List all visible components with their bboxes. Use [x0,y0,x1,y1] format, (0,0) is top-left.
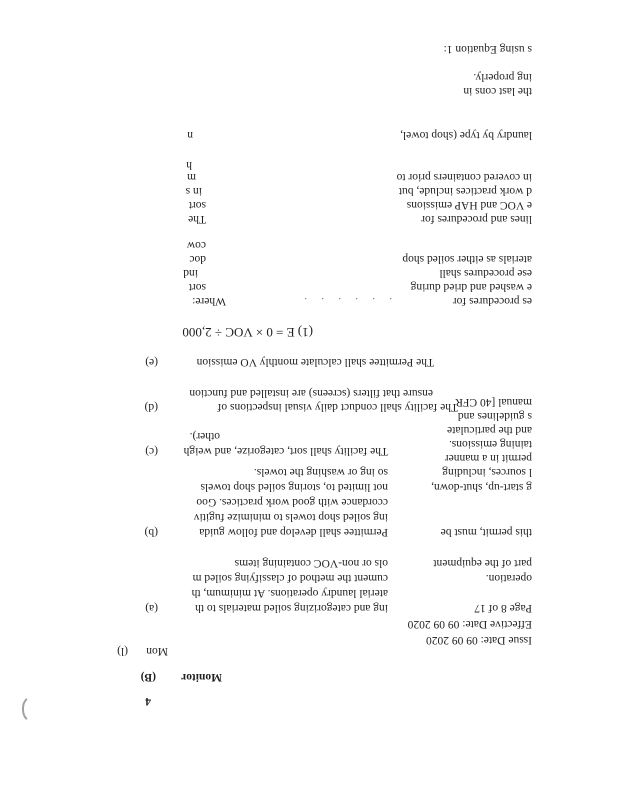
fragment-mon: Mon [146,645,168,657]
text-line: not limited to, storing soiled shop towels [200,481,388,493]
text-line: The facility shall conduct daily visual inspections of [217,401,458,413]
text-line: part of the equipment [433,557,532,569]
text-line: e washed and dried during [410,281,532,293]
text-fragment: cow [186,239,206,251]
text-line: ccordance with good work practices. Goo [196,496,388,508]
text-line: this permit, must be [440,526,532,538]
text-line: The facility shall sort, categorize, and weigh [183,445,388,457]
text-line: Permittee shall develop and follow guida [199,526,388,538]
text-line: cument the method of classifying soiled m [192,572,388,584]
text-fragment: sort [188,199,206,211]
text-line: g start-up, shut-down, [431,481,532,493]
text-line: in covered containers prior to [396,171,532,183]
page-number: Page 8 of 17 [474,602,532,614]
page-fragment-4: 4 [145,695,151,707]
dotted-leader: . . . . . . [298,295,392,306]
text-fragment: h [186,159,192,171]
effective-date: Effective Date: 09 09 2020 [407,618,532,630]
text-line: s using Equation 1: [443,43,532,55]
item-label-a: (a) [145,602,158,614]
text-line: permit in a manner [444,452,532,464]
text-line: lines and procedures for [421,213,532,225]
item-label-c: (c) [145,445,158,457]
item-label-e: (e) [145,356,158,368]
issue-date: Issue Date: 09 09 2020 [425,634,532,646]
text-line: ing and categorizing soiled materials to th [195,602,388,614]
text-fragment: in s [185,185,202,197]
text-fragment: n [187,129,193,141]
text-line: other). [189,430,220,442]
heading-monitor: Monitor [181,671,222,683]
text-line: e VOC and HAP emissions [406,199,532,211]
item-label-d: (d) [144,401,158,413]
item-label-b: (b) [144,526,158,538]
text-line: ols or non-VOC containing items [234,557,388,569]
text-fragment: m [187,171,196,183]
text-line: The Permittee shall calculate monthly VO emission [196,356,434,368]
item-label-l: (l) [117,645,128,657]
text-line: l sources, including [442,466,532,478]
text-line: ensure that filters (screens) are installed and function [189,387,433,399]
text-line: aterials as either soiled shop [402,253,532,265]
text-line: so ing or washing the towels. [253,466,388,478]
staple-mark [22,694,44,724]
text-line: ese procedures shall [439,267,532,279]
text-line: s guidelines and [457,410,532,422]
text-line: and the particulate [447,424,532,436]
text-fragment: sort [188,281,206,293]
text-line: laundry by type (shop towel, [400,129,532,141]
section-label-b: (B) [140,671,156,683]
text-line: operation. [485,572,532,584]
equation-1: (1) E = 0 × VOC ÷ 2,000 [182,325,313,340]
text-line: aterial laundry operations. At minimum, th [191,587,388,599]
text-line: d work practices include, but [398,185,532,197]
text-line: manual [40 CFR [455,396,532,408]
text-line: the last cons in [463,85,532,97]
text-fragment: ind [183,267,198,279]
text-line: ing properly. [473,71,532,83]
text-line: taining emissions. [448,438,532,450]
where-label: Where: [192,295,226,307]
text-line: ing soiled shop towels to minimize fugitiv [193,511,388,523]
text-fragment: The [188,213,206,225]
text-line: es procedures for [452,295,532,307]
text-fragment: doc [189,253,206,265]
